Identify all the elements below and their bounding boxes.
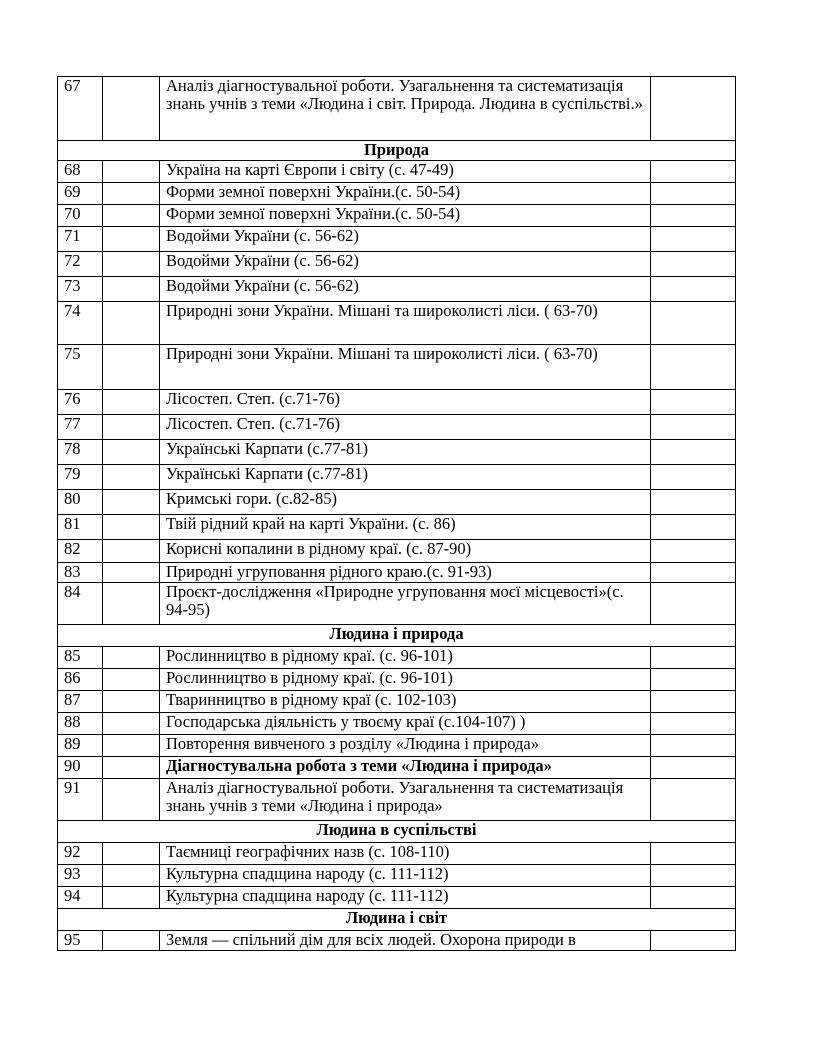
lesson-row [58, 887, 736, 909]
lesson-topic: Повторення вивченого з розділу «Людина і природа» [160, 735, 651, 757]
lesson-topic: Форми земної поверхні України.(с. 50-54) [160, 183, 651, 205]
lesson-note [651, 735, 736, 757]
lesson-number: 94 [58, 887, 103, 909]
lesson-number: 93 [58, 865, 103, 887]
lesson-topic: Рослинництво в рідному краї. (с. 96-101) [160, 669, 651, 691]
lesson-note [651, 161, 736, 183]
lesson-row [58, 540, 736, 563]
lesson-number: 67 [58, 77, 103, 141]
lesson-number: 76 [58, 390, 103, 415]
lesson-number: 82 [58, 540, 103, 563]
lesson-date [103, 415, 160, 440]
lesson-date [103, 252, 160, 277]
lesson-topic: Культурна спадщина народу (с. 111-112) [160, 865, 651, 887]
lesson-number: 90 [58, 757, 103, 779]
lesson-note [651, 540, 736, 563]
lesson-date [103, 843, 160, 865]
lesson-number: 68 [58, 161, 103, 183]
lesson-date [103, 563, 160, 583]
lesson-number: 84 [58, 583, 103, 625]
lesson-date [103, 440, 160, 465]
lesson-topic: Господарська діяльність у твоєму краї (с.104-107) ) [160, 713, 651, 735]
lesson-date [103, 540, 160, 563]
lesson-date [103, 277, 160, 302]
lesson-row [58, 345, 736, 390]
lesson-number: 72 [58, 252, 103, 277]
lesson-topic: Діагностувальна робота з теми «Людина і природа» [160, 757, 651, 779]
lesson-date [103, 669, 160, 691]
lesson-topic: Українські Карпати (с.77-81) [160, 465, 651, 490]
lesson-date [103, 205, 160, 227]
lesson-row [58, 465, 736, 490]
lesson-number: 80 [58, 490, 103, 515]
lesson-row [58, 931, 736, 951]
lesson-note [651, 779, 736, 821]
lesson-date [103, 691, 160, 713]
lesson-note [651, 390, 736, 415]
lesson-number: 70 [58, 205, 103, 227]
lesson-date [103, 345, 160, 390]
lesson-row [58, 161, 736, 183]
lesson-note [651, 345, 736, 390]
lesson-note [651, 227, 736, 252]
section-header-row [58, 821, 736, 843]
lesson-note [651, 252, 736, 277]
lesson-topic: Тваринництво в рідному краї (с. 102-103) [160, 691, 651, 713]
lesson-topic: Земля — спільний дім для всіх людей. Охорона природи в [160, 931, 651, 951]
lesson-number: 86 [58, 669, 103, 691]
lesson-note [651, 713, 736, 735]
lesson-date [103, 302, 160, 345]
lesson-topic: Водойми України (с. 56-62) [160, 227, 651, 252]
lesson-note [651, 205, 736, 227]
lesson-note [651, 669, 736, 691]
lesson-number: 71 [58, 227, 103, 252]
lesson-row [58, 252, 736, 277]
lesson-number: 77 [58, 415, 103, 440]
lesson-row [58, 77, 736, 141]
lesson-row [58, 490, 736, 515]
lesson-note [651, 465, 736, 490]
lesson-note [651, 931, 736, 951]
lesson-date [103, 647, 160, 669]
lesson-topic: Кримські гори. (с.82-85) [160, 490, 651, 515]
lesson-date [103, 887, 160, 909]
lesson-plan-table [57, 76, 736, 951]
lesson-number: 73 [58, 277, 103, 302]
lesson-topic: Лісостеп. Степ. (с.71-76) [160, 390, 651, 415]
lesson-date [103, 183, 160, 205]
lesson-number: 69 [58, 183, 103, 205]
lesson-row [58, 227, 736, 252]
section-title: Людина і світ [58, 909, 736, 931]
section-header-row [58, 625, 736, 647]
lesson-number: 91 [58, 779, 103, 821]
lesson-topic: Аналіз діагностувальної роботи. Узагальнення та систематизація знань учнів з теми «Людина і природа» [160, 779, 651, 821]
lesson-row [58, 440, 736, 465]
lesson-note [651, 77, 736, 141]
lesson-number: 75 [58, 345, 103, 390]
lesson-topic: Україна на карті Європи і світу (с. 47-49) [160, 161, 651, 183]
lesson-date [103, 735, 160, 757]
lesson-row [58, 277, 736, 302]
lesson-row [58, 779, 736, 821]
lesson-row [58, 757, 736, 779]
lesson-note [651, 757, 736, 779]
section-title: Природа [58, 141, 736, 161]
lesson-date [103, 865, 160, 887]
lesson-row [58, 647, 736, 669]
lesson-number: 87 [58, 691, 103, 713]
lesson-note [651, 415, 736, 440]
lesson-row [58, 302, 736, 345]
lesson-date [103, 713, 160, 735]
lesson-row [58, 205, 736, 227]
lesson-topic: Лісостеп. Степ. (с.71-76) [160, 415, 651, 440]
lesson-topic: Культурна спадщина народу (с. 111-112) [160, 887, 651, 909]
lesson-note [651, 183, 736, 205]
lesson-row [58, 390, 736, 415]
lesson-topic: Українські Карпати (с.77-81) [160, 440, 651, 465]
lesson-number: 74 [58, 302, 103, 345]
lesson-number: 78 [58, 440, 103, 465]
lesson-number: 79 [58, 465, 103, 490]
lesson-date [103, 779, 160, 821]
lesson-row [58, 415, 736, 440]
lesson-note [651, 302, 736, 345]
lesson-row [58, 583, 736, 625]
lesson-date [103, 931, 160, 951]
lesson-topic: Таємниці географічних назв (с. 108-110) [160, 843, 651, 865]
lesson-topic: Природні угруповання рідного краю.(с. 91-93) [160, 563, 651, 583]
lesson-row [58, 843, 736, 865]
lesson-number: 83 [58, 563, 103, 583]
lesson-note [651, 843, 736, 865]
lesson-row [58, 865, 736, 887]
section-title: Людина в суспільстві [58, 821, 736, 843]
lesson-topic: Форми земної поверхні України.(с. 50-54) [160, 205, 651, 227]
section-header-row [58, 909, 736, 931]
lesson-topic: Природні зони України. Мішані та широколисті ліси. ( 63-70) [160, 345, 651, 390]
lesson-row [58, 713, 736, 735]
lesson-number: 89 [58, 735, 103, 757]
lesson-note [651, 691, 736, 713]
lesson-row [58, 563, 736, 583]
lesson-topic: Корисні копалини в рідному краї. (с. 87-90) [160, 540, 651, 563]
lesson-date [103, 465, 160, 490]
section-title: Людина і природа [58, 625, 736, 647]
lesson-date [103, 161, 160, 183]
lesson-plan-body [58, 77, 736, 951]
lesson-note [651, 490, 736, 515]
lesson-row [58, 691, 736, 713]
lesson-row [58, 669, 736, 691]
lesson-date [103, 583, 160, 625]
lesson-date [103, 490, 160, 515]
lesson-date [103, 227, 160, 252]
lesson-date [103, 390, 160, 415]
lesson-row [58, 183, 736, 205]
lesson-note [651, 515, 736, 540]
lesson-date [103, 77, 160, 141]
lesson-note [651, 647, 736, 669]
lesson-topic: Водойми України (с. 56-62) [160, 277, 651, 302]
lesson-topic: Рослинництво в рідному краї. (с. 96-101) [160, 647, 651, 669]
lesson-number: 92 [58, 843, 103, 865]
lesson-note [651, 887, 736, 909]
lesson-note [651, 583, 736, 625]
lesson-number: 88 [58, 713, 103, 735]
lesson-topic: Водойми України (с. 56-62) [160, 252, 651, 277]
lesson-topic: Твій рідний край на карті України. (с. 86) [160, 515, 651, 540]
section-header-row [58, 141, 736, 161]
lesson-number: 81 [58, 515, 103, 540]
lesson-number: 95 [58, 931, 103, 951]
lesson-note [651, 563, 736, 583]
lesson-note [651, 440, 736, 465]
lesson-note [651, 865, 736, 887]
lesson-topic: Проєкт-дослідження «Природне угруповання моєї місцевості»(с. 94-95) [160, 583, 651, 625]
lesson-note [651, 277, 736, 302]
lesson-topic: Аналіз діагностувальної роботи. Узагальнення та систематизація знань учнів з теми «Людина і світ. Природа. Людина в суспільстві.» [160, 77, 651, 141]
lesson-date [103, 757, 160, 779]
lesson-topic: Природні зони України. Мішані та широколисті ліси. ( 63-70) [160, 302, 651, 345]
lesson-row [58, 515, 736, 540]
lesson-number: 85 [58, 647, 103, 669]
lesson-row [58, 735, 736, 757]
lesson-date [103, 515, 160, 540]
